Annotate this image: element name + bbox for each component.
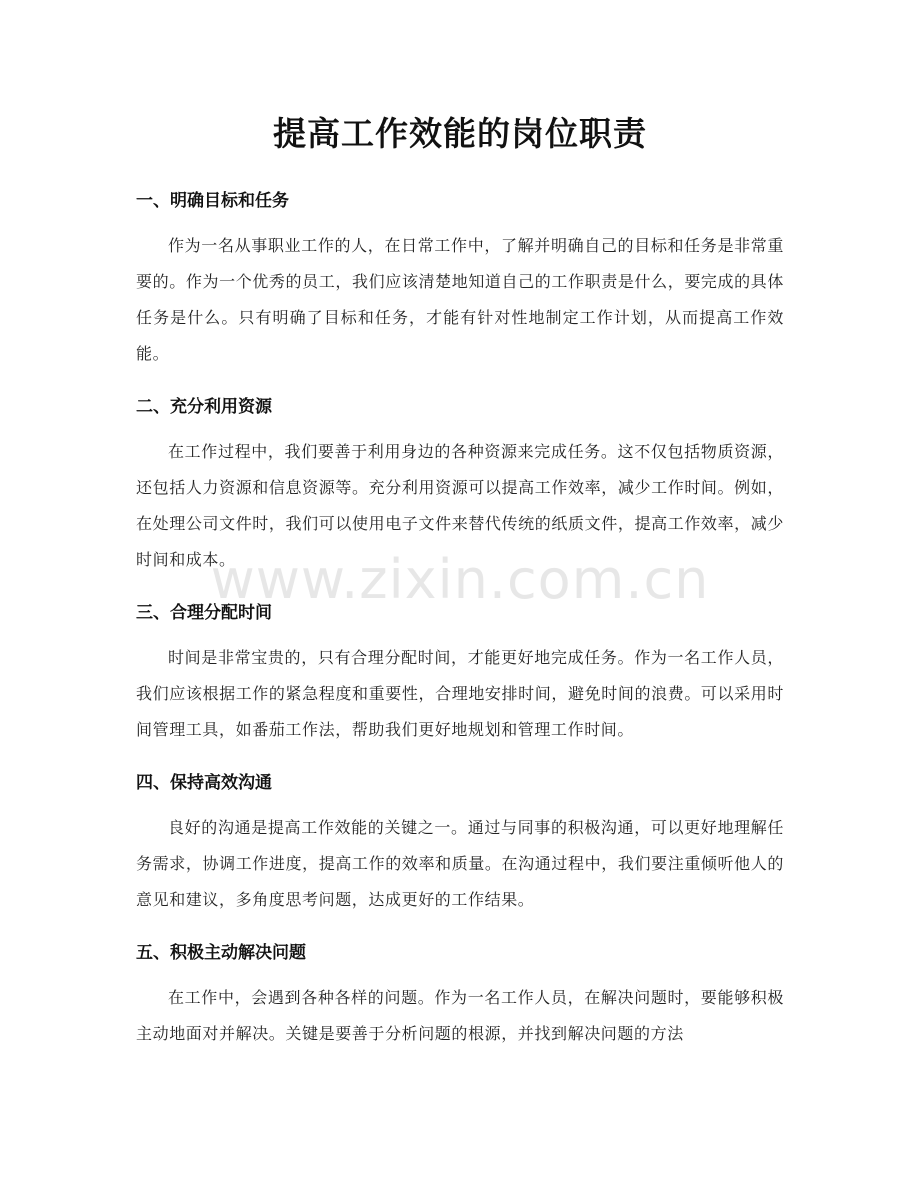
section-heading: 五、积极主动解决问题 bbox=[136, 943, 306, 963]
document-title: 提高工作效能的岗位职责 bbox=[273, 114, 647, 153]
section-heading: 二、充分利用资源 bbox=[136, 397, 272, 417]
section-heading: 四、保持高效沟通 bbox=[136, 773, 272, 793]
section-1 bbox=[136, 188, 784, 372]
section-heading: 一、明确目标和任务 bbox=[136, 191, 289, 211]
section-paragraph: 时间是非常宝贵的，只有合理分配时间，才能更好地完成任务。作为一名工作人员，我们应该根据工作的紧急程度和重要性，合理地安排时间，避免时间的浪费。可以采用时间管理工具，如番茄工作法，帮助我们更好地规划和管理工作时间。 bbox=[136, 648, 784, 739]
section-5 bbox=[136, 940, 784, 1052]
section-4 bbox=[136, 770, 784, 918]
section-paragraph: 在工作中，会遇到各种各样的问题。作为一名工作人员，在解决问题时，要能够积极主动地面对并解决。关键是要善于分析问题的根源，并找到解决问题的方法 bbox=[136, 988, 784, 1043]
section-2 bbox=[136, 394, 784, 578]
section-paragraph: 良好的沟通是提高工作效能的关键之一。通过与同事的积极沟通，可以更好地理解任务需求，协调工作进度，提高工作的效率和质量。在沟通过程中，我们要注重倾听他人的意见和建议，多角度思考问题，达成更好的工作结果。 bbox=[136, 818, 784, 909]
section-paragraph: 在工作过程中，我们要善于利用身边的各种资源来完成任务。这不仅包括物质资源，还包括人力资源和信息资源等。充分利用资源可以提高工作效率，减少工作时间。例如，在处理公司文件时，我们可以使用电子文件来替代传统的纸质文件，提高工作效率，减少时间和成本。 bbox=[136, 442, 784, 569]
section-heading: 三、合理分配时间 bbox=[136, 603, 272, 623]
section-paragraph: 作为一名从事职业工作的人，在日常工作中，了解并明确自己的目标和任务是非常重要的。作为一个优秀的员工，我们应该清楚地知道自己的工作职责是什么，要完成的具体任务是什么。只有明确了目标和任务，才能有针对性地制定工作计划，从而提高工作效能。 bbox=[136, 236, 784, 363]
section-3 bbox=[136, 600, 784, 748]
watermark: www.zixin.com.cn bbox=[210, 548, 710, 611]
